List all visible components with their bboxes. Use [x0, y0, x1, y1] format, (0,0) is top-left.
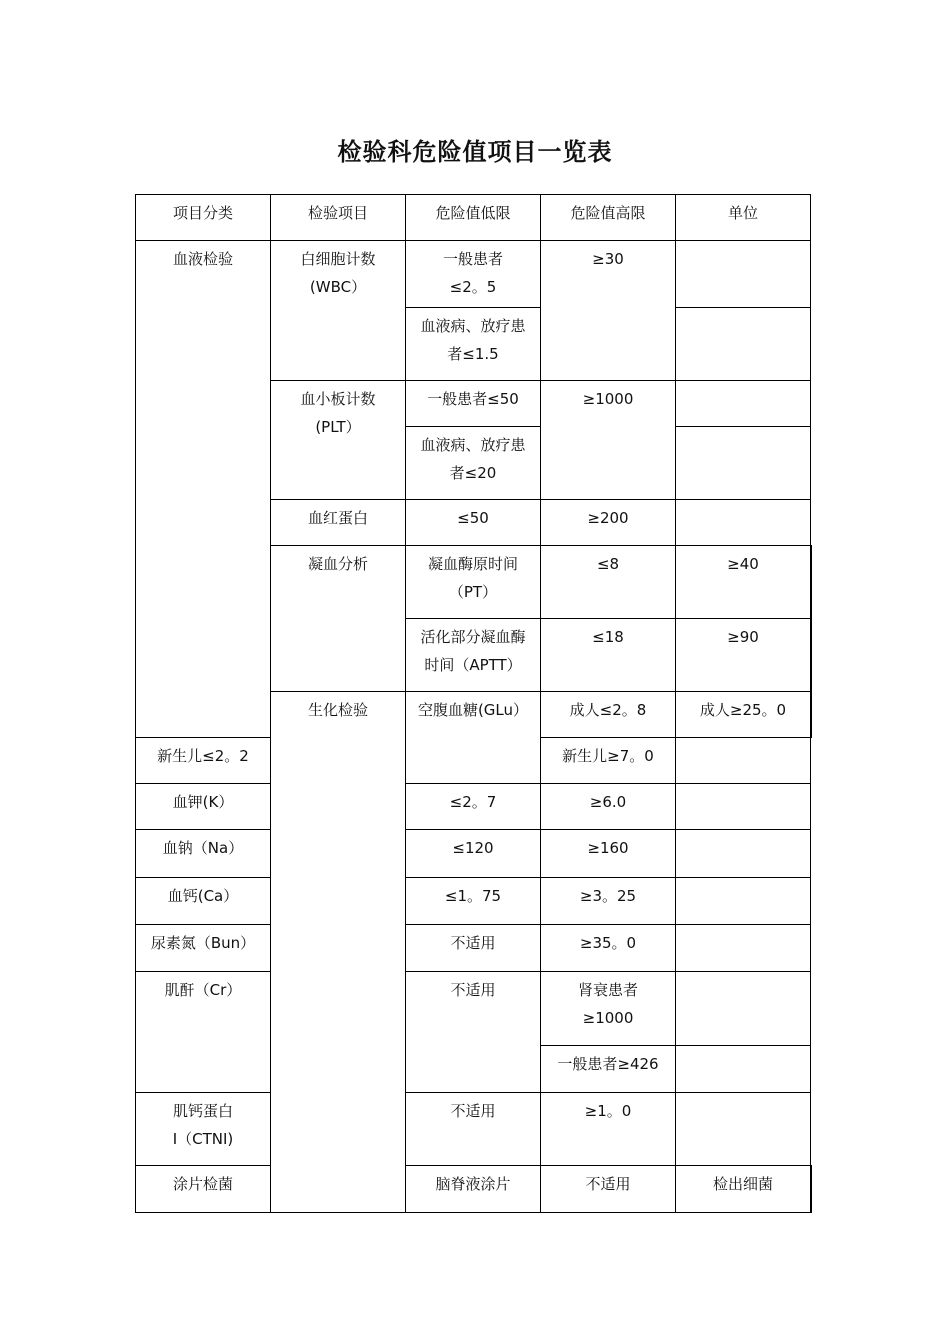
cell-line: 肾衰患者 — [577, 981, 638, 999]
table-cell: ≥35。0 — [541, 925, 676, 972]
cell-line: 肌钙蛋白 — [172, 1102, 233, 1120]
table-cell — [676, 830, 811, 878]
table-cell — [676, 1046, 811, 1093]
table-cell: 成人≤2。8 — [541, 692, 676, 738]
critical-values-table — [135, 194, 812, 1213]
table-cell: ≤1。75 — [406, 878, 541, 925]
table-cell: 血钠（Na） — [136, 830, 271, 878]
table-cell: ≥40 — [676, 546, 811, 619]
table-cell: ≥90 — [676, 619, 811, 692]
table-cell: ≤18 — [541, 619, 676, 692]
table-cell: ≥1。0 — [541, 1093, 676, 1166]
table-cell: 血钾(K） — [136, 784, 271, 830]
cell-line: 白细胞计数 — [300, 250, 376, 268]
table-cell: ≥30 — [541, 241, 676, 381]
table-cell — [676, 784, 811, 830]
table-cell — [406, 619, 541, 692]
cell-line: 血液病、放疗患 — [420, 436, 526, 454]
table-row — [136, 1166, 812, 1213]
table-cell: ≥1000 — [541, 381, 676, 500]
table-cell: ≤50 — [406, 500, 541, 546]
table-row — [136, 241, 812, 308]
header-unit: 单位 — [676, 195, 811, 241]
table-cell — [406, 546, 541, 619]
table-cell — [811, 619, 812, 692]
cell-line: ≤2。5 — [449, 278, 497, 296]
table-cell: 凝血分析 — [271, 546, 406, 692]
table-cell — [676, 308, 811, 381]
cell-line: ≥1000 — [582, 1009, 634, 1027]
table-cell: ≤120 — [406, 830, 541, 878]
table-cell: 新生儿≤2。2 — [136, 738, 271, 784]
cell-line: 血液病、放疗患 — [420, 317, 526, 335]
table-row — [136, 878, 812, 925]
cell-line: 血小板计数 — [300, 390, 376, 408]
table-cell — [406, 427, 541, 500]
table-cell — [676, 1093, 811, 1166]
table-header — [136, 195, 812, 241]
cell-line: 一般患者 — [442, 250, 503, 268]
table-cell: 检出细菌 — [676, 1166, 811, 1213]
table-row — [136, 830, 812, 878]
table-cell — [676, 381, 811, 427]
table-cell — [811, 1166, 812, 1213]
table-cell — [676, 972, 811, 1046]
table-cell — [271, 241, 406, 381]
table-cell: ≤2。7 — [406, 784, 541, 830]
table-cell: 血红蛋白 — [271, 500, 406, 546]
table-cell: 血钙(Ca） — [136, 878, 271, 925]
page-title: 检验科危险值项目一览表 — [337, 138, 613, 166]
header-low-limit: 危险值低限 — [406, 195, 541, 241]
table-cell: ≥160 — [541, 830, 676, 878]
table-cell: 不适用 — [406, 972, 541, 1093]
table-cell — [136, 1093, 271, 1166]
table-cell — [271, 381, 406, 500]
table-cell — [676, 500, 811, 546]
table-cell — [811, 546, 812, 619]
table-cell — [541, 972, 676, 1046]
table-cell — [676, 241, 811, 308]
table-cell — [811, 692, 812, 738]
table-cell: 不适用 — [406, 925, 541, 972]
table-row — [136, 925, 812, 972]
table-cell: 空腹血糖(GLu） — [406, 692, 541, 784]
cell-line: 凝血酶原时间 — [427, 555, 518, 573]
table-cell: 生化检验 — [271, 692, 406, 1213]
table-cell — [406, 308, 541, 381]
cell-line: 活化部分凝血酶 — [420, 628, 526, 646]
table-cell: ≥6.0 — [541, 784, 676, 830]
cell-line: 者≤1.5 — [447, 345, 499, 363]
header-row — [136, 195, 812, 241]
cell-line: 时间（APTT） — [424, 656, 522, 674]
header-category: 项目分类 — [136, 195, 271, 241]
table-row — [136, 1093, 812, 1166]
table-cell: ≤8 — [541, 546, 676, 619]
table-cell: 不适用 — [541, 1166, 676, 1213]
header-high-limit: 危险值高限 — [541, 195, 676, 241]
table-cell — [676, 738, 811, 784]
table-cell — [676, 925, 811, 972]
table-cell: 一般患者≥426 — [541, 1046, 676, 1093]
table-cell: 一般患者≤50 — [406, 381, 541, 427]
cell-line: 者≤20 — [449, 464, 497, 482]
table-row — [136, 784, 812, 830]
table-cell — [406, 241, 541, 308]
table-body — [136, 241, 812, 1213]
cell-line: (WBC） — [309, 278, 367, 296]
cell-line: I（CTNI) — [172, 1130, 234, 1148]
table-cell: 成人≥25。0 — [676, 692, 811, 738]
table-cell: 涂片检菌 — [136, 1166, 271, 1213]
table-cell: 尿素氮（Bun） — [136, 925, 271, 972]
table-cell: 血液检验 — [136, 241, 271, 738]
header-test-item: 检验项目 — [271, 195, 406, 241]
table-cell: 新生儿≥7。0 — [541, 738, 676, 784]
cell-line: （PT） — [448, 583, 498, 601]
table-cell: ≥200 — [541, 500, 676, 546]
table-row — [136, 972, 812, 1046]
table-cell: 脑脊液涂片 — [406, 1166, 541, 1213]
table-cell — [676, 878, 811, 925]
table-cell: ≥3。25 — [541, 878, 676, 925]
table-cell: 不适用 — [406, 1093, 541, 1166]
table-cell: 肌酐（Cr） — [136, 972, 271, 1093]
table-cell — [676, 427, 811, 500]
cell-line: (PLT） — [315, 418, 361, 436]
